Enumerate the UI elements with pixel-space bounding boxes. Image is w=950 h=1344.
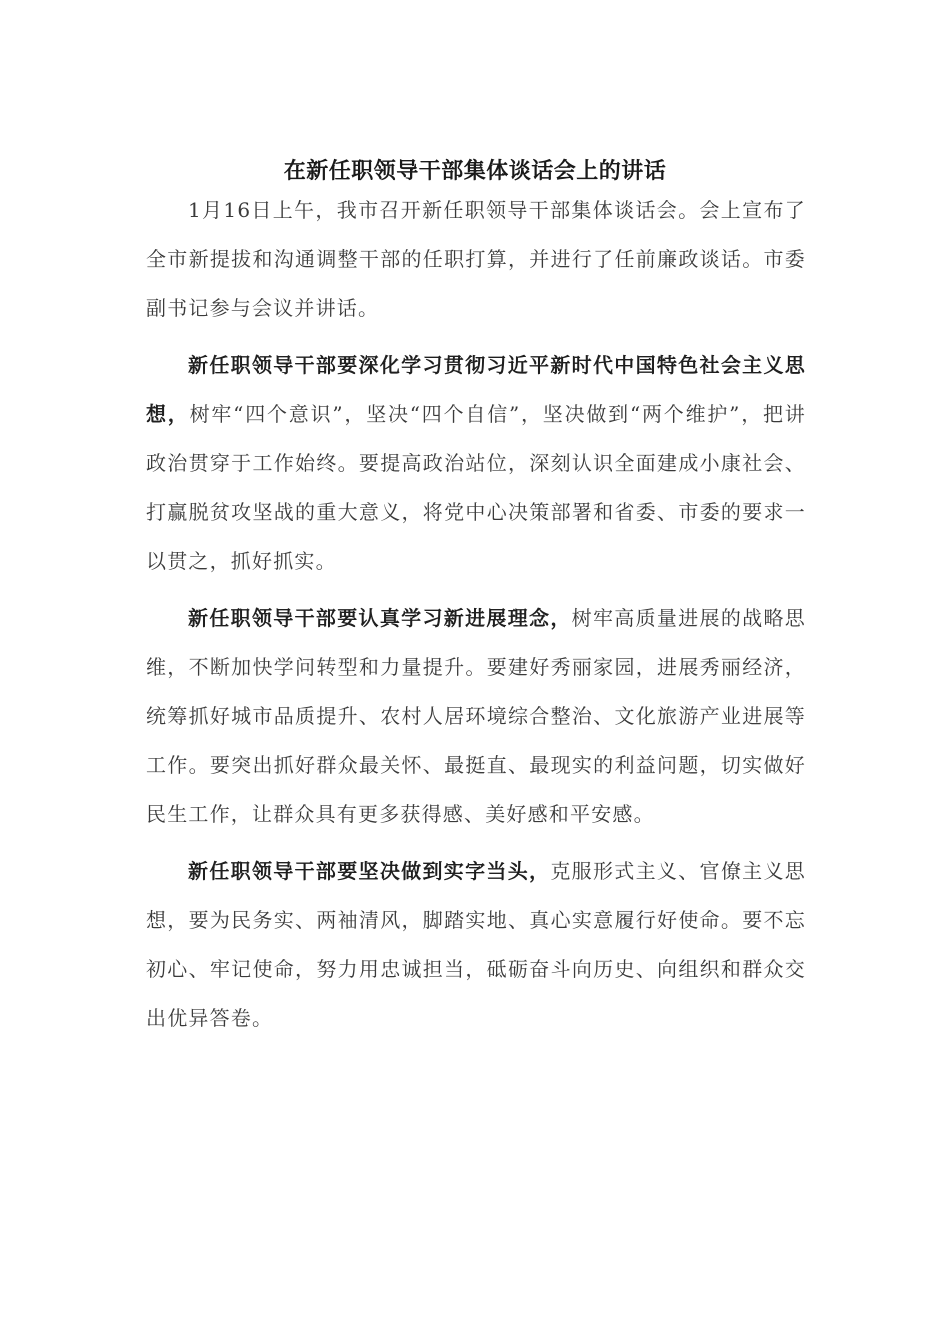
paragraph-lead: 新任职领导干部要深化学习贯彻习近平新时代中国特色社会主义思想，	[146, 353, 806, 426]
paragraph-text: 1月16日上午，我市召开新任职领导干部集体谈话会。会上宣布了全市新提拔和沟通调整干部的任职打算，并进行了任前廉政谈话。市委副书记参与会议并讲话。	[146, 198, 806, 320]
paragraph-development	[146, 594, 806, 839]
document-body	[146, 186, 806, 1051]
document-title: 在新任职领导干部集体谈话会上的讲话	[283, 157, 667, 184]
paragraph-text: 树牢高质量进展的战略思维，不断加快学问转型和力量提升。要建好秀丽家园，进展秀丽经济，统筹抓好城市品质提升、农村人居环境综合整治、文化旅游产业进展等工作。要突出抓好群众最关怀、最挺直、最现实的利益问题，切实做好民生工作，让群众具有更多获得感、美好感和平安感。	[146, 606, 806, 826]
paragraph-lead: 新任职领导干部要认真学习新进展理念，	[188, 606, 572, 630]
paragraph-ideology	[146, 341, 806, 586]
paragraph-intro	[146, 186, 806, 333]
paragraph-text: 树牢“四个意识”，坚决“四个自信”，坚决做到“两个维护”，把讲政治贯穿于工作始终。要提高政治站位，深刻认识全面建成小康社会、打赢脱贫攻坚战的重大意义，将党中心决策部署和省委、市委的要求一以贯之，抓好抓实。	[146, 402, 806, 573]
paragraph-text: 克服形式主义、官僚主义思想，要为民务实、两袖清风，脚踏实地、真心实意履行好使命。要不忘初心、牢记使命，努力用忠诚担当，砥砺奋斗向历史、向组织和群众交出优异答卷。	[146, 859, 806, 1030]
paragraph-practical	[146, 847, 806, 1043]
paragraph-lead: 新任职领导干部要坚决做到实字当头，	[188, 859, 551, 883]
